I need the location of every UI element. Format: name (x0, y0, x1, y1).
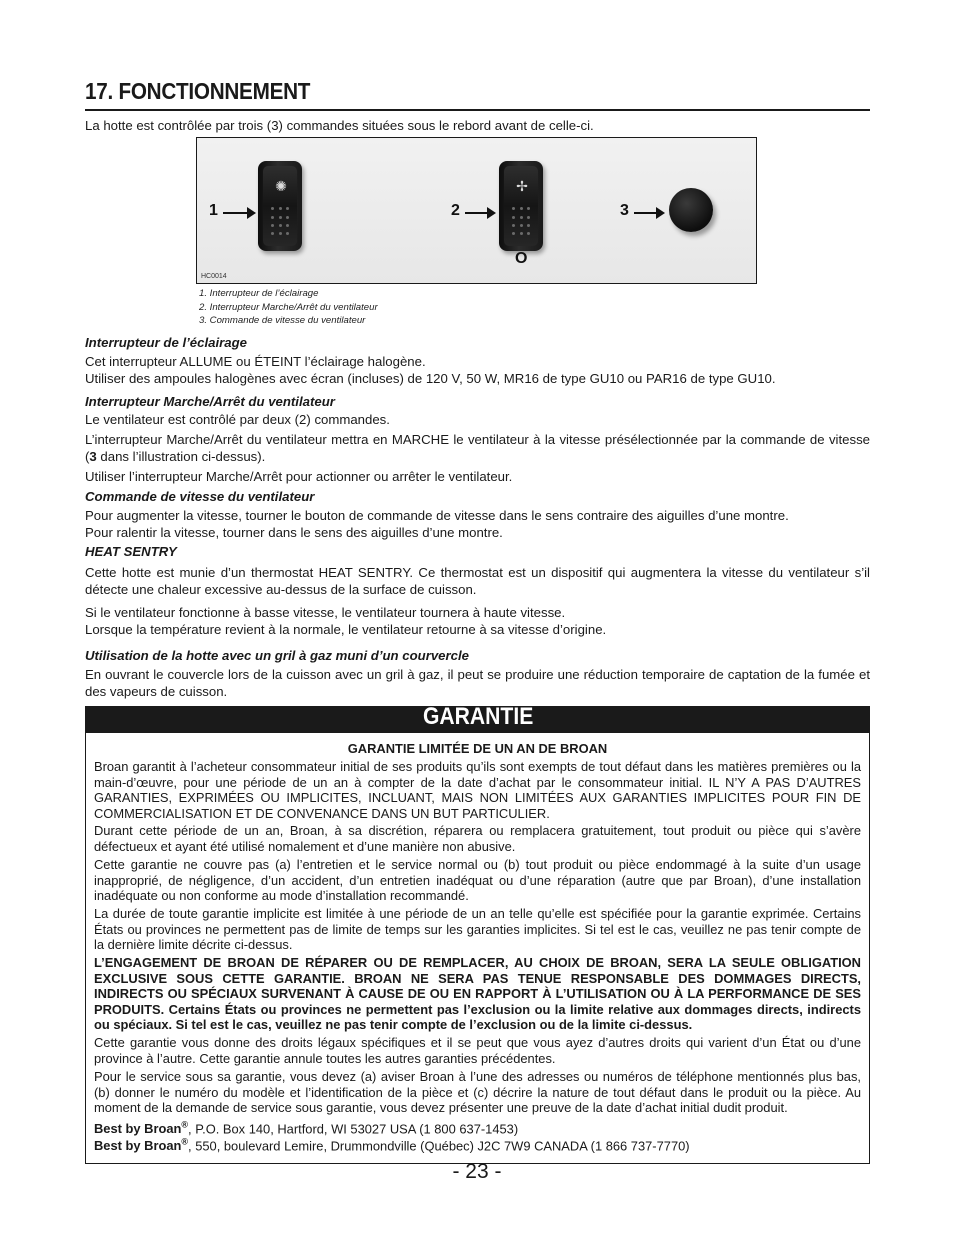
speed-knob-image (669, 188, 713, 232)
light-switch-text: Cet interrupteur ALLUME ou ÉTEINT l’éclairage halogène. (85, 354, 426, 369)
figure-caption-2: 2. Interrupteur Marche/Arrêt du ventilateur (199, 302, 378, 313)
warranty-paragraph: La durée de toute garantie implicite est limitée à une période de un an telle qu’elle est spécifiée pour la garantie exprimée. Certains États ou provinces ne permettent pas de limite de temps sur les garanties implicites. Si tel est le cas, veuillez ne pas tenir compte de la dernière limite décrite ci-dessus. (94, 906, 861, 952)
arrow-icon (465, 212, 489, 214)
figure-label-1: 1 (209, 202, 218, 219)
speed-control-heading: Commande de vitesse du ventilateur (85, 489, 315, 504)
fan-icon: ✢ (516, 178, 528, 194)
address-usa: Best by Broan®, P.O. Box 140, Hartford, WI 53027 USA (1 800 637-1453) (94, 1120, 519, 1137)
figure-caption-1: 1. Interrupteur de l’éclairage (199, 288, 319, 299)
section-title: 17. FONCTIONNEMENT (85, 78, 311, 104)
figure-code: HC0014 (201, 273, 227, 280)
warranty-paragraph: Cette garantie ne couvre pas (a) l’entretien et le service normal ou (b) tout produit ou pièce endommagé à la suite d’un usage inapproprié, de négligence, d’un accident, d’un entretien inadéquat ou d’une réparation (autre que par Broan), d’une installation inadéquate ou non conforme au mode d’installation recommandé. (94, 857, 861, 903)
title-divider (85, 109, 870, 111)
fan-switch-image (499, 161, 543, 251)
gas-grill-text: En ouvrant le couvercle lors de la cuisson avec un gril à gaz, il peut se produire une réduction temporaire de captation de la fumée et des vapeurs de cuisson. (85, 667, 870, 699)
warranty-liability-paragraph: L’ENGAGEMENT DE BROAN DE RÉPARER OU DE REMPLACER, AU CHOIX DE BROAN, SERA LA SEULE OBLIGATION EXCLUSIVE SOUS CETTE GARANTIE. BROAN NE SERA PAS TENUE RESPONSABLE DES DOMMAGES DIRECTS, INDIRECTS OU SPÉCIAUX SURVENANT À CAUSE DE OU EN RAPPORT À L’UTILISATION OU À LA PERFORMANCE DE SES PRODUITS. Certains États ou provinces ne permettent pas l’exclusion ou la limite relative aux dommages directs, indirects ou spéciaux. Si tel est le cas, veuillez ne pas tenir compte de l’exclusion ou de la limite ci-dessus. (94, 955, 861, 1032)
warranty-title: GARANTIE (423, 703, 534, 730)
heat-sentry-text: Lorsque la température revient à la normale, le ventilateur retourne à sa vitesse d’origine. (85, 622, 607, 637)
figure-label-3: 3 (620, 202, 629, 219)
intro-text: La hotte est contrôlée par trois (3) commandes situées sous le rebord avant de celle-ci. (85, 118, 594, 133)
fan-switch-heading: Interrupteur Marche/Arrêt du ventilateur (85, 394, 335, 409)
warranty-paragraph: Pour le service sous sa garantie, vous devez (a) aviser Broan à l’une des adresses ou numéros de téléphone mentionnés plus bas, (b) donner le numéro du modèle et l’identification de la pièce et (c) décrire la nature de tout défaut dans le produit ou la pièce. Au moment de la demande de service sous garantie, vous devez présenter une preuve de la date d’achat initial dudit produit. (94, 1069, 861, 1115)
controls-figure (196, 137, 757, 284)
fan-switch-text: Utiliser l’interrupteur Marche/Arrêt pour actionner ou arrêter le ventilateur. (85, 469, 513, 484)
warranty-paragraph: Broan garantit à l’acheteur consommateur initial de ses produits qu’ils sont exempts de tout défaut dans les matières premières ou la main-d’œuvre, pour une période de un an à compter de la date d’achat par le consommateur initial. IL N’Y A PAS D’AUTRES GARANTIES, EXPRIMÉES OU IMPLICITES, INCLUANT, MAIS NON LIMITÉES AUX GARANTIES IMPLICITES POUR FIN DE COMMERCIALISATION ET DE CONVENANCE DANS UN BUT PARTICULIER. (94, 759, 861, 821)
warranty-paragraph: Durant cette période de un an, Broan, à sa discrétion, réparera ou remplacera gratuitement, tout produit ou pièce qui s’avère défectueux et ayant été utilisé nomalement et d’une manière non abusive. (94, 823, 861, 854)
light-switch-heading: Interrupteur de l’éclairage (85, 335, 247, 350)
arrow-icon (634, 212, 658, 214)
off-mark: O (515, 250, 528, 267)
gas-grill-heading: Utilisation de la hotte avec un gril à gaz muni d’un courvercle (85, 648, 469, 663)
arrow-icon (223, 212, 249, 214)
warranty-subtitle: GARANTIE LIMITÉE DE UN AN DE BROAN (347, 741, 608, 756)
speed-control-text: Pour augmenter la vitesse, tourner le bouton de commande de vitesse dans le sens contraire des aiguilles d’une montre. (85, 508, 789, 523)
heat-sentry-heading: HEAT SENTRY (85, 544, 177, 559)
light-switch-text: Utiliser des ampoules halogènes avec écran (incluses) de 120 V, 50 W, MR16 de type GU10 ou PAR16 de type GU10. (85, 371, 776, 386)
heat-sentry-text: Cette hotte est munie d’un thermostat HEAT SENTRY. Ce thermostat est un dispositif qui augmentera la vitesse du ventilateur s’il détecte une chaleur excessive au-dessus de la surface de cuisson. (85, 565, 870, 597)
address-canada: Best by Broan®, 550, boulevard Lemire, Drummondville (Québec) J2C 7W9 CANADA (1 866 737-7770) (94, 1137, 690, 1154)
figure-label-2: 2 (451, 202, 460, 219)
light-switch-image (258, 161, 302, 251)
speed-control-text: Pour ralentir la vitesse, tourner dans le sens des aiguilles d’une montre. (85, 525, 503, 540)
warranty-paragraph: Cette garantie vous donne des droits légaux spécifiques et il se peut que vous ayez d’autres droits qui varient d’un État ou d’une province à l’autre. Cette garantie annule toutes les autres garanties précédentes. (94, 1035, 861, 1066)
fan-switch-text: Le ventilateur est contrôlé par deux (2) commandes. (85, 412, 390, 427)
page-number: - 23 - (452, 1160, 502, 1183)
fan-switch-text: L’interrupteur Marche/Arrêt du ventilateur mettra en MARCHE le ventilateur à la vitesse présélectionnée par la commande de vitesse (3 dans l’illustration ci-dessus). (85, 432, 870, 464)
figure-caption-3: 3. Commande de vitesse du ventilateur (199, 315, 366, 326)
heat-sentry-text: Si le ventilateur fonctionne à basse vitesse, le ventilateur tournera à haute vitesse. (85, 605, 566, 620)
light-icon: ✺ (275, 178, 287, 194)
